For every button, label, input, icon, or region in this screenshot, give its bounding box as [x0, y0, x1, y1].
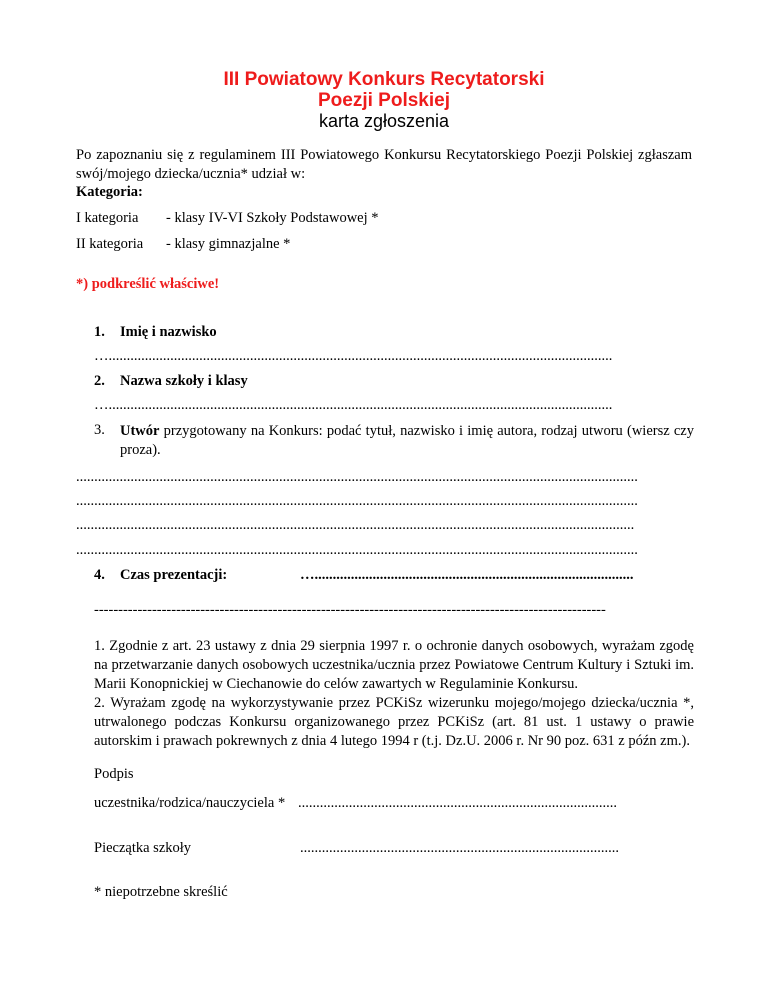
field-3-number: 3. — [94, 422, 105, 438]
field-1-label: Imię i nazwisko — [120, 324, 217, 340]
name-fill-line[interactable]: …........................................................................................................................................... — [94, 348, 613, 364]
field-1-number: 1. — [94, 324, 105, 340]
field-2-label: Nazwa szkoły i klasy — [120, 373, 248, 389]
work-fill-line-2[interactable]: ........................................................................................................................................................... — [76, 493, 638, 509]
work-fill-line-4[interactable]: ........................................................................................................................................................... — [76, 542, 638, 558]
school-fill-line[interactable]: …........................................................................................................................................... — [94, 397, 613, 413]
field-3-description — [120, 422, 694, 460]
title-line-1: III Powiatowy Konkurs Recytatorski — [223, 69, 545, 90]
time-fill-line[interactable]: …........................................................................................ — [300, 567, 634, 583]
intro-paragraph: Po zapoznaniu się z regulaminem III Powiatowego Konkursu Recytatorskiego Poezji Polskiej zgłaszam swój/mojego dziecka/ucznia* udział w: — [76, 147, 692, 182]
category-1-desc: - klasy IV-VI Szkoły Podstawowej * — [166, 210, 379, 226]
footnote: * niepotrzebne skreślić — [94, 884, 228, 900]
title-line-2: Poezji Polskiej — [318, 90, 450, 111]
work-fill-line-3[interactable]: .......................................................................................................................................................... — [76, 517, 635, 533]
signature-fill-line[interactable]: ........................................................................................ — [298, 795, 617, 811]
separator-line: ---------------------------------------------------------------------------------------------------------- — [94, 602, 606, 618]
subtitle: karta zgłoszenia — [318, 111, 450, 131]
stamp-label: Pieczątka szkoły — [94, 840, 192, 856]
stamp-fill-line[interactable]: ........................................................................................ — [300, 840, 619, 856]
signature-label: Podpis — [94, 766, 134, 782]
field-2-number: 2. — [94, 373, 105, 389]
underline-note: *) podkreślić właściwe! — [76, 276, 220, 292]
category-2-desc: - klasy gimnazjalne * — [166, 236, 291, 252]
field-4-label: Czas prezentacji: — [120, 567, 228, 583]
category-2-name: II kategoria — [76, 236, 144, 252]
consent-paragraph-1: 1. Zgodnie z art. 23 ustawy z dnia 29 sierpnia 1997 r. o ochronie danych osobowych, wyrażam zgodę na przetwarzanie danych osobowych uczestnika/ucznia przez Powiatowe Centrum Kultury i Sztuki im. Marii Konopnickiej w Ciechanowie do celów zawartych w Regulaminie Konkursu. — [94, 638, 694, 692]
field-4-number: 4. — [94, 567, 105, 583]
consent-paragraph-2: 2. Wyrażam zgodę na wykorzystywanie przez PCKiSz wizerunku mojego/mojego dziecka/ucznia *, utrwalonego podczas Konkursu organizowanego przez PCKiSz (art. 81 ust. 1 ustawy o prawie autorskim i prawach pokrewnych z dnia 4 lutego 1994 r (t.j. Dz.U. 2006 r. Nr 90 poz. 631 z późn zm.). — [94, 695, 694, 749]
category-1-name: I kategoria — [76, 210, 139, 226]
field-3-bold: Utwór — [120, 423, 160, 439]
field-3-rest: przygotowany na Konkurs: podać tytuł, nazwisko i imię autora, rodzaj utworu (wiersz czy proza). — [120, 423, 694, 458]
category-heading: Kategoria: — [76, 184, 143, 200]
signature-role-label: uczestnika/rodzica/nauczyciela * — [94, 795, 286, 811]
work-fill-line-1[interactable]: ........................................................................................................................................................... — [76, 469, 638, 485]
